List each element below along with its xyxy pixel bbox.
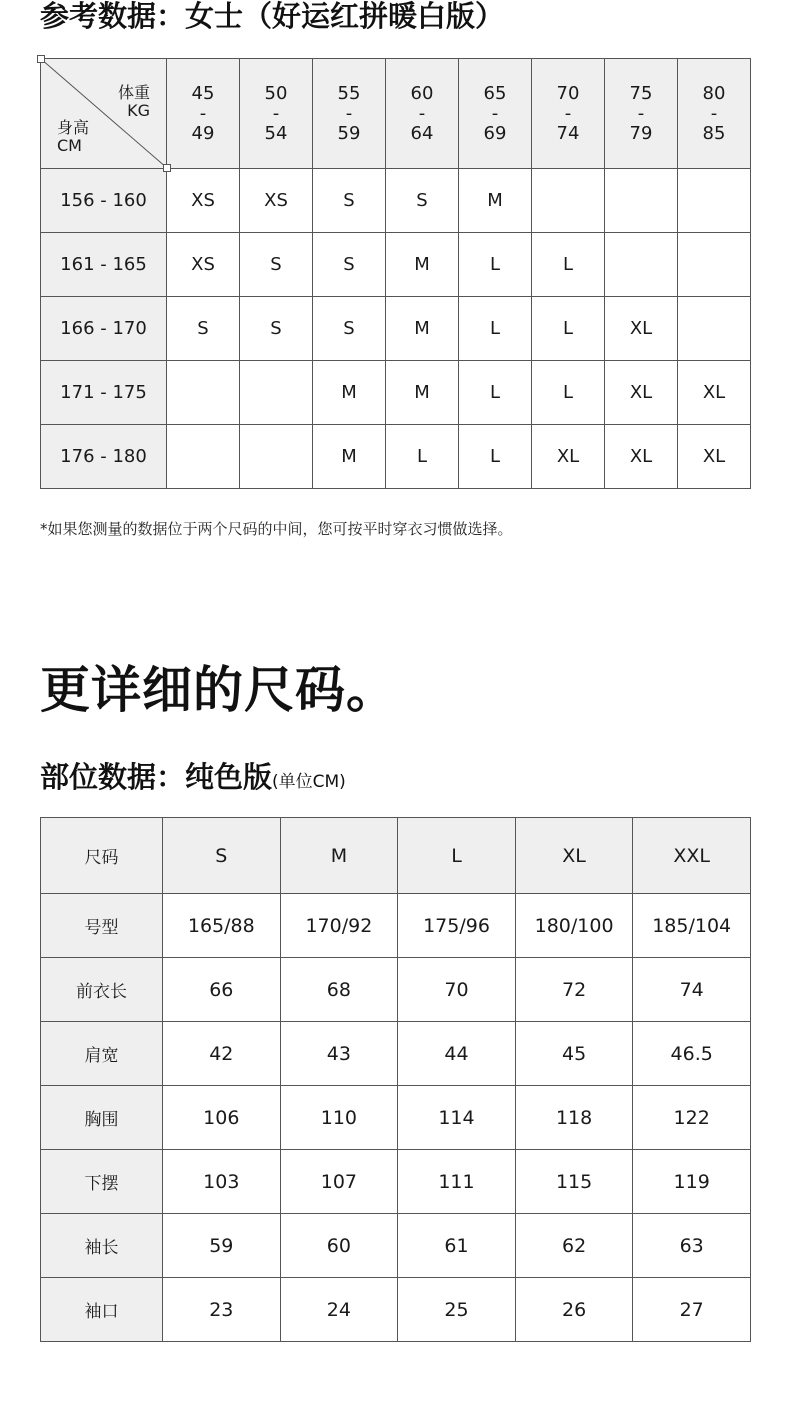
- size-cell: L: [459, 297, 532, 361]
- size-cell: [532, 169, 605, 233]
- size-header-cell: M: [280, 818, 398, 894]
- measure-value-cell: 46.5: [633, 1022, 751, 1086]
- size-cell: XS: [240, 169, 313, 233]
- weight-range-cell: 50 - 54: [240, 59, 313, 169]
- size-cell: M: [386, 233, 459, 297]
- measure-value-cell: 61: [398, 1214, 516, 1278]
- measure-label-cell: 号型: [41, 894, 163, 958]
- table-row: [41, 894, 751, 958]
- size-cell: [605, 169, 678, 233]
- table-row: [41, 361, 751, 425]
- measure-value-cell: 74: [633, 958, 751, 1022]
- measure-value-cell: 24: [280, 1278, 398, 1342]
- size-header-row: [41, 818, 751, 894]
- weight-range-cell: 80 - 85: [678, 59, 751, 169]
- measure-value-cell: 23: [163, 1278, 281, 1342]
- weight-range-cell: 45 - 49: [167, 59, 240, 169]
- weight-axis-label: [118, 84, 150, 120]
- measure-value-cell: 111: [398, 1150, 516, 1214]
- size-header-cell: L: [398, 818, 516, 894]
- height-range-cell: 176 - 180: [41, 425, 167, 489]
- size-selection-note: *如果您测量的数据位于两个尺码的中间，您可按平时穿衣习惯做选择。: [40, 520, 513, 538]
- height-weight-size-table: [40, 58, 751, 489]
- table-row: [41, 958, 751, 1022]
- height-range-cell: 166 - 170: [41, 297, 167, 361]
- table-row: [41, 1022, 751, 1086]
- measure-value-cell: 110: [280, 1086, 398, 1150]
- measure-value-cell: 185/104: [633, 894, 751, 958]
- size-cell: L: [459, 425, 532, 489]
- weight-unit: KG: [127, 101, 150, 120]
- size-cell: [240, 361, 313, 425]
- table-row: [41, 1214, 751, 1278]
- size-cell: S: [313, 233, 386, 297]
- table-row: [41, 1278, 751, 1342]
- measure-label-cell: 下摆: [41, 1150, 163, 1214]
- measure-value-cell: 115: [515, 1150, 633, 1214]
- measure-value-cell: 118: [515, 1086, 633, 1150]
- measure-value-cell: 70: [398, 958, 516, 1022]
- table-row: [41, 1086, 751, 1150]
- measure-value-cell: 60: [280, 1214, 398, 1278]
- measure-value-cell: 165/88: [163, 894, 281, 958]
- size-cell: L: [532, 297, 605, 361]
- measure-value-cell: 63: [633, 1214, 751, 1278]
- measure-value-cell: 45: [515, 1022, 633, 1086]
- size-cell: XS: [167, 233, 240, 297]
- table-row: [41, 297, 751, 361]
- measure-value-cell: 170/92: [280, 894, 398, 958]
- size-cell: [605, 233, 678, 297]
- reference-data-title: 参考数据：女士（好运红拼暖白版）: [40, 0, 505, 33]
- table-row: [41, 425, 751, 489]
- measure-label-cell: 肩宽: [41, 1022, 163, 1086]
- parts-data-title: [40, 755, 346, 804]
- size-cell: L: [532, 361, 605, 425]
- size-cell: L: [459, 233, 532, 297]
- weight-range-cell: 65 - 69: [459, 59, 532, 169]
- size-cell: M: [386, 297, 459, 361]
- measure-value-cell: 66: [163, 958, 281, 1022]
- height-range-cell: 161 - 165: [41, 233, 167, 297]
- measure-label-cell: 胸围: [41, 1086, 163, 1150]
- size-cell: [678, 297, 751, 361]
- measure-value-cell: 103: [163, 1150, 281, 1214]
- size-cell: M: [386, 361, 459, 425]
- size-header-cell: S: [163, 818, 281, 894]
- size-cell: XL: [678, 361, 751, 425]
- size-header-cell: XL: [515, 818, 633, 894]
- measure-value-cell: 42: [163, 1022, 281, 1086]
- size-cell: L: [459, 361, 532, 425]
- weight-range-cell: 75 - 79: [605, 59, 678, 169]
- weight-range-cell: 70 - 74: [532, 59, 605, 169]
- height-unit: CM: [57, 136, 82, 155]
- weight-range-cell: 60 - 64: [386, 59, 459, 169]
- height-label: 身高: [57, 118, 90, 137]
- measure-value-cell: 106: [163, 1086, 281, 1150]
- size-cell: M: [313, 425, 386, 489]
- size-cell: M: [313, 361, 386, 425]
- size-cell: L: [386, 425, 459, 489]
- size-cell: XL: [605, 361, 678, 425]
- measure-value-cell: 26: [515, 1278, 633, 1342]
- weight-label: 体重: [117, 83, 150, 102]
- measure-value-cell: 59: [163, 1214, 281, 1278]
- measure-value-cell: 27: [633, 1278, 751, 1342]
- size-header-cell: XXL: [633, 818, 751, 894]
- size-cell: [240, 425, 313, 489]
- height-range-cell: 156 - 160: [41, 169, 167, 233]
- measure-value-cell: 44: [398, 1022, 516, 1086]
- size-cell: XL: [605, 297, 678, 361]
- measure-value-cell: 107: [280, 1150, 398, 1214]
- measure-value-cell: 43: [280, 1022, 398, 1086]
- measure-value-cell: 68: [280, 958, 398, 1022]
- measure-value-cell: 119: [633, 1150, 751, 1214]
- size-cell: S: [313, 169, 386, 233]
- measure-value-cell: 25: [398, 1278, 516, 1342]
- height-axis-label: [57, 119, 89, 155]
- measure-value-cell: 114: [398, 1086, 516, 1150]
- size-cell: [678, 169, 751, 233]
- measure-label-cell: 前衣长: [41, 958, 163, 1022]
- size-cell: [678, 233, 751, 297]
- weight-header-row: [41, 59, 751, 169]
- size-cell: M: [459, 169, 532, 233]
- garment-measurement-table: [40, 817, 751, 1342]
- measure-label-cell: 袖长: [41, 1214, 163, 1278]
- table-row: [41, 1150, 751, 1214]
- detail-size-heading: 更详细的尺码。: [40, 661, 397, 719]
- measure-value-cell: 175/96: [398, 894, 516, 958]
- size-cell: XS: [167, 169, 240, 233]
- measure-value-cell: 72: [515, 958, 633, 1022]
- height-range-cell: 171 - 175: [41, 361, 167, 425]
- measure-value-cell: 62: [515, 1214, 633, 1278]
- parts-unit-text: (单位CM): [272, 772, 346, 792]
- measure-value-cell: 122: [633, 1086, 751, 1150]
- parts-title-text: 部位数据：纯色版: [40, 760, 273, 794]
- table-row: [41, 169, 751, 233]
- size-cell: L: [532, 233, 605, 297]
- size-cell: S: [167, 297, 240, 361]
- weight-range-cell: 55 - 59: [313, 59, 386, 169]
- size-header-label: 尺码: [41, 818, 163, 894]
- size-cell: [167, 425, 240, 489]
- table-row: [41, 233, 751, 297]
- measure-value-cell: 180/100: [515, 894, 633, 958]
- size-cell: S: [240, 297, 313, 361]
- size-cell: XL: [532, 425, 605, 489]
- corner-header-cell: [41, 59, 167, 169]
- size-cell: S: [313, 297, 386, 361]
- measure-label-cell: 袖口: [41, 1278, 163, 1342]
- size-cell: XL: [605, 425, 678, 489]
- size-cell: S: [386, 169, 459, 233]
- size-cell: S: [240, 233, 313, 297]
- size-cell: XL: [678, 425, 751, 489]
- size-cell: [167, 361, 240, 425]
